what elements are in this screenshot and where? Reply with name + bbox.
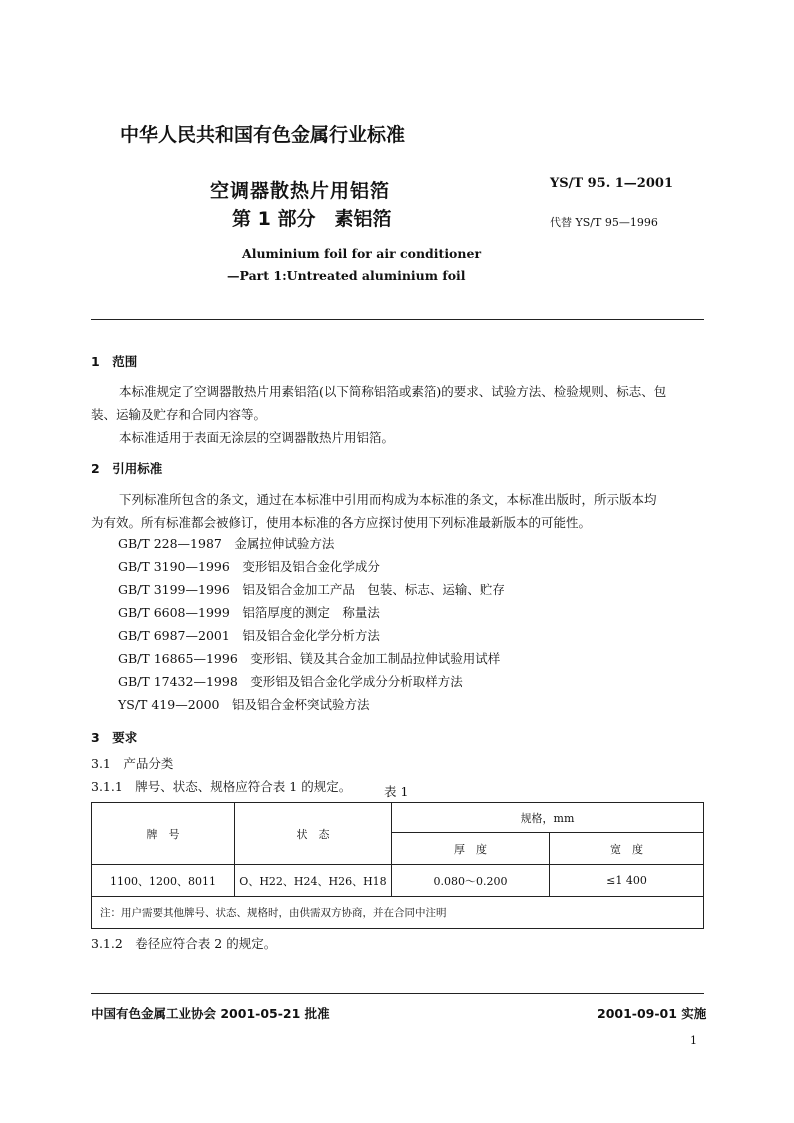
- subsection-grade-temper-spec: 3.1.1 牌号、状态、规格应符合表 1 的规定。: [91, 779, 352, 794]
- reference-item: GB/T 3199—1996 铝及铝合金加工产品 包装、标志、运输、贮存: [118, 582, 505, 597]
- table-cell-temper: O、H22、H24、H26、H18: [235, 865, 392, 897]
- english-subtitle: —Part 1:Untreated aluminium foil: [227, 268, 466, 283]
- document-title: 空调器散热片用铝箔: [210, 180, 391, 202]
- references-intro-line: 下列标准所包含的条文，通过在本标准中引用而构成为本标准的条文，本标准出版时，所示版本均: [119, 492, 657, 507]
- table-caption: 表 1: [384, 784, 409, 799]
- scope-applicability: 本标准适用于表面无涂层的空调器散热片用铝箔。: [119, 430, 395, 445]
- document-subtitle: 第 1 部分 素铝箔: [232, 208, 392, 230]
- reference-item: GB/T 3190—1996 变形铝及铝合金化学成分: [118, 559, 380, 574]
- reference-item: GB/T 16865—1996 变形铝、镁及其合金加工制品拉伸试验用试样: [118, 651, 501, 666]
- section-heading-requirements: 3 要求: [91, 730, 138, 745]
- table-cell-width: ≤1 400: [550, 865, 704, 897]
- implementation-date: 2001-09-01 实施: [597, 1006, 707, 1021]
- section-heading-scope: 1 范围: [91, 354, 138, 369]
- table-header-thickness: 厚 度: [392, 833, 550, 865]
- scope-paragraph-line: 装、运输及贮存和合同内容等。: [91, 407, 267, 422]
- standard-number: YS/T 95. 1—2001: [550, 176, 673, 191]
- table-1: [91, 802, 704, 929]
- table-cell-thickness: 0.080～0.200: [392, 865, 550, 897]
- footer-divider: [91, 993, 704, 994]
- reference-item: YS/T 419—2000 铝及铝合金杯突试验方法: [118, 697, 370, 712]
- scope-paragraph-line: 本标准规定了空调器散热片用素铝箔(以下简称铝箔或素箔)的要求、试验方法、检验规则、标志、包: [119, 384, 667, 399]
- table-cell-grade: 1100、1200、8011: [92, 865, 235, 897]
- english-title: Aluminium foil for air conditioner: [242, 246, 482, 261]
- table-note: 注：用户需要其他牌号、状态、规格时，由供需双方协商，并在合同中注明: [92, 897, 704, 929]
- issuing-organization: 中华人民共和国有色金属行业标准: [120, 124, 406, 146]
- references-intro-line: 为有效。所有标准都会被修订，使用本标准的各方应探讨使用下列标准最新版本的可能性。: [91, 515, 592, 530]
- reference-item: GB/T 6608—1999 铝箔厚度的测定 称量法: [118, 605, 380, 620]
- reference-item: GB/T 17432—1998 变形铝及铝合金化学成分分析取样方法: [118, 674, 463, 689]
- page-number: 1: [690, 1034, 697, 1047]
- reference-item: GB/T 228—1987 金属拉伸试验方法: [118, 536, 335, 551]
- table-header-spec: 规格，mm: [392, 803, 704, 833]
- table-header-grade: 牌 号: [92, 803, 235, 865]
- reference-item: GB/T 6987—2001 铝及铝合金化学分析方法: [118, 628, 380, 643]
- table-header-width: 宽 度: [550, 833, 704, 865]
- subsection-coil-diameter: 3.1.2 卷径应符合表 2 的规定。: [91, 936, 277, 951]
- section-heading-references: 2 引用标准: [91, 461, 163, 476]
- table-row: [92, 865, 704, 897]
- approval-statement: 中国有色金属工业协会 2001-05-21 批准: [91, 1006, 330, 1021]
- table-header-temper: 状 态: [235, 803, 392, 865]
- replaces-standard: 代替 YS/T 95—1996: [550, 216, 658, 229]
- header-divider: [91, 319, 704, 320]
- subsection-product-classification: 3.1 产品分类: [91, 756, 174, 771]
